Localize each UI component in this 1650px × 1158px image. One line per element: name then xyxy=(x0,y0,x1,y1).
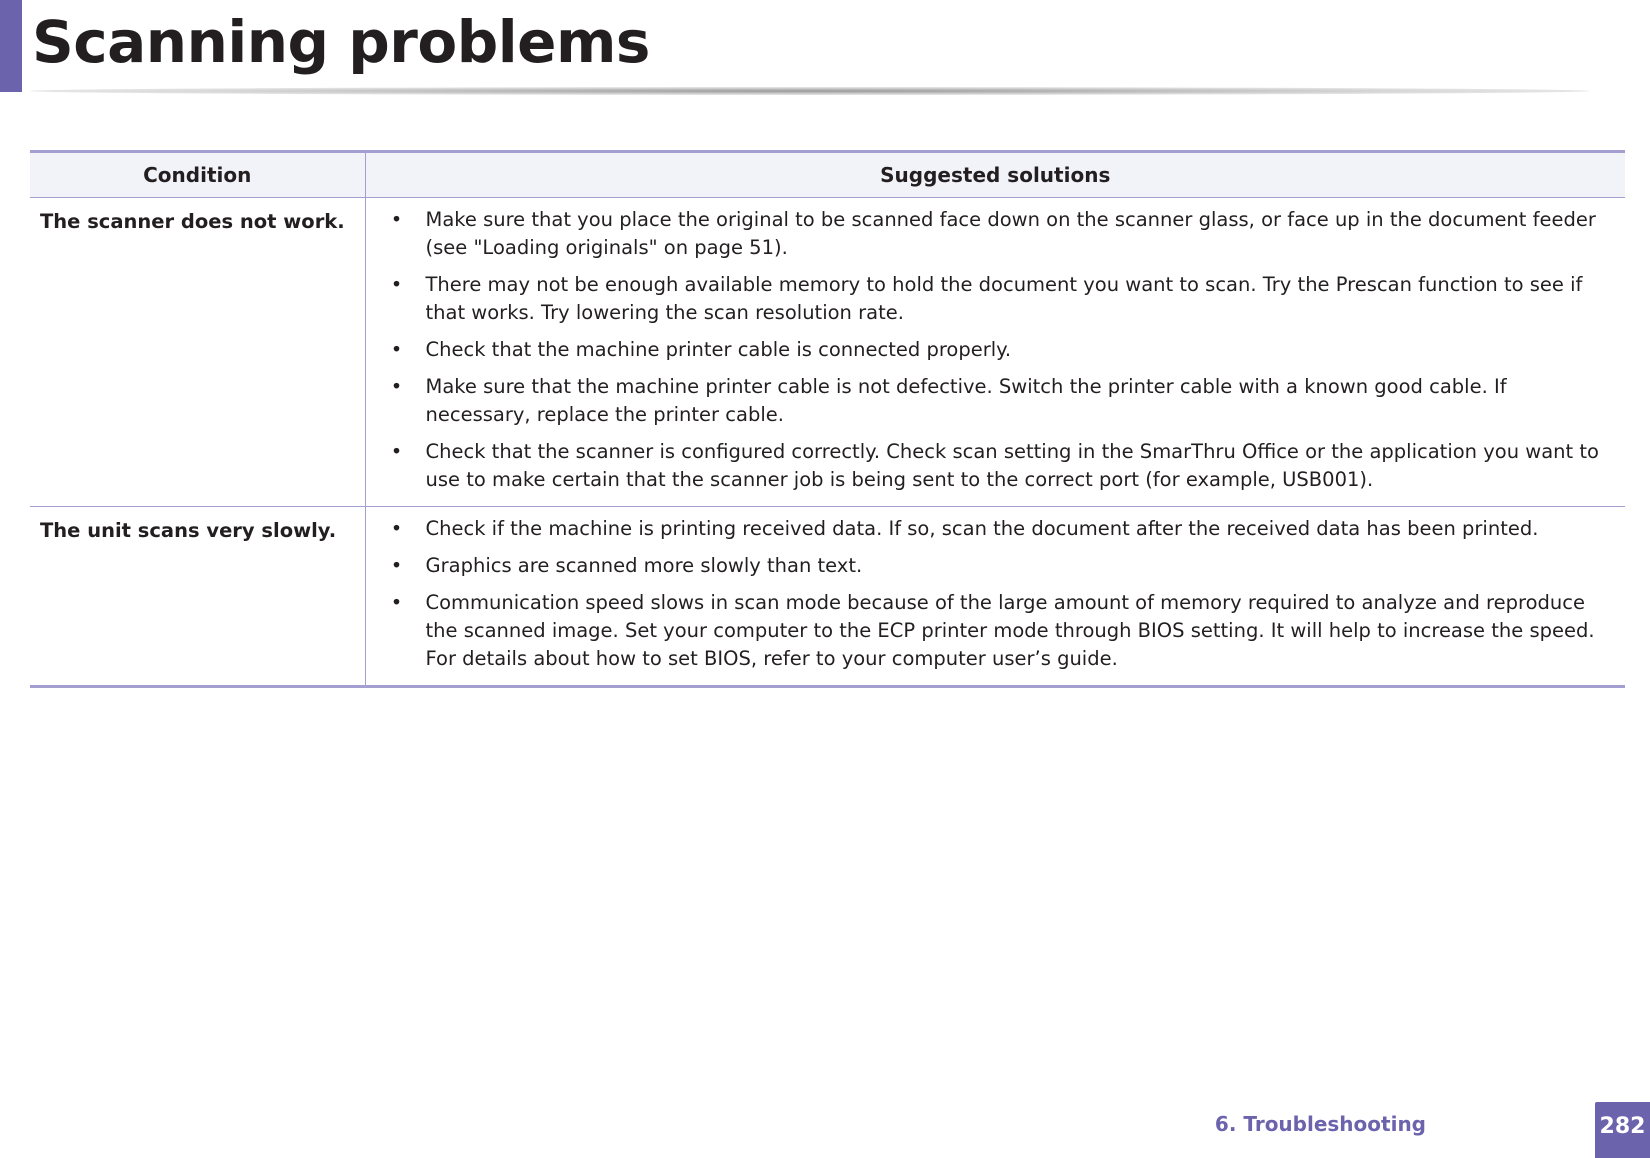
solution-item xyxy=(390,552,1616,580)
solution-item xyxy=(390,336,1616,364)
solution-item xyxy=(390,589,1616,673)
title-underline-rule xyxy=(30,87,1590,95)
solution-text: Check that the scanner is configured correctly. Check scan setting in the SmarThru Office or the application you want to use to make certain that the scanner job is being sent to the correct port (for example, USB001). xyxy=(425,440,1599,491)
bullet-icon: • xyxy=(390,440,403,463)
solution-text: Communication speed slows in scan mode because of the large amount of memory required to analyze and reproduce the scanned image. Set your computer to the ECP printer mode through BIOS setting. It will help to increase the speed. For details about how to set BIOS, refer to your computer user’s guide. xyxy=(425,591,1595,670)
table-header-row xyxy=(30,152,1625,198)
table-body xyxy=(30,198,1625,687)
bullet-icon: • xyxy=(390,375,403,398)
solution-text: Check if the machine is printing received data. If so, scan the document after the received data has been printed. xyxy=(425,517,1539,540)
solution-text: Check that the machine printer cable is connected properly. xyxy=(425,338,1012,361)
solution-item xyxy=(390,206,1616,262)
page-number-badge: 282 xyxy=(1595,1102,1650,1158)
solution-item xyxy=(390,271,1616,327)
bullet-icon: • xyxy=(390,208,403,231)
condition-cell: The unit scans very slowly. xyxy=(30,507,365,687)
solutions-list xyxy=(390,206,1616,494)
solution-text: Graphics are scanned more slowly than text. xyxy=(425,554,863,577)
column-header-condition: Condition xyxy=(30,152,365,198)
solution-text: Make sure that you place the original to be scanned face down on the scanner glass, or face up in the document feeder (see "Loading originals" on page 51). xyxy=(425,208,1596,259)
column-header-solutions: Suggested solutions xyxy=(365,152,1625,198)
solutions-list xyxy=(390,515,1616,673)
solution-text: Make sure that the machine printer cable is not defective. Switch the printer cable with a known good cable. If necessary, replace the printer cable. xyxy=(425,375,1507,426)
bullet-icon: • xyxy=(390,517,403,540)
bullet-icon: • xyxy=(390,338,403,361)
solution-item xyxy=(390,373,1616,429)
bullet-icon: • xyxy=(390,554,403,577)
page-title: Scanning problems xyxy=(32,8,650,76)
table-header xyxy=(30,152,1625,198)
troubleshooting-table xyxy=(30,150,1625,688)
table-row xyxy=(30,198,1625,507)
solution-item xyxy=(390,515,1616,543)
bullet-icon: • xyxy=(390,591,403,614)
solution-item xyxy=(390,438,1616,494)
table-row xyxy=(30,507,1625,687)
bullet-icon: • xyxy=(390,273,403,296)
title-accent-bar xyxy=(0,0,22,92)
footer-chapter-label: 6. Troubleshooting xyxy=(1214,1112,1426,1136)
condition-cell: The scanner does not work. xyxy=(30,198,365,507)
solution-text: There may not be enough available memory to hold the document you want to scan. Try the Prescan function to see if that works. Try lowering the scan resolution rate. xyxy=(425,273,1583,324)
solutions-cell xyxy=(365,198,1625,507)
solutions-cell xyxy=(365,507,1625,687)
